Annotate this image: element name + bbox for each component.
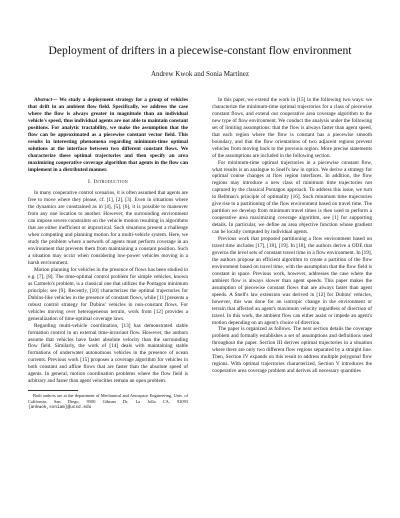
body-paragraph: For minimum-time optimal trajectories in a piecewise constant flow, what results is an analogue to Snell's law in optics. We derive a strategy for optimal course changes at flow region interfaces. In addition, the flow regions may introduce a new class of minimum time trajectories not captured by the classical Pontagon approach. To address this issue, we turn to Bellman's principle of optimality [16]. Such minimum time trajectories give rise to a partitioning of the flow environment based on travel time. The partition we develop from minimum travel times is then used to perform a cooperative area maximizing coverage algorithm, see [1] for supporting details. In particular, we define an area objective function whose gradient can be locally computed by individual agents. bbox=[212, 159, 372, 236]
paper-authors: Andrew Kwok and Sonia Martínez bbox=[151, 70, 249, 78]
footnote-divider bbox=[28, 390, 78, 391]
left-column bbox=[28, 97, 188, 411]
right-column bbox=[212, 97, 372, 375]
intro-paragraph: Regarding multi-vehicle coordination, [13] has demonstrated stable formation control in an external time-invariant flow. However, the authors assume that vehicles have faster absolute velocity than the surrounding flow field. Similarly, the work of [14] deals with maintaining stable formations of underwater autonomous vehicles in the presence of ocean currents. Previous work [15] proposes a coverage algorithm for vehicles in both constant and affine flows that are faster than the absolute speed of agents. In general, motion coordination problems where the flow field is arbitrary and faster than agent velocities remain an open problem. bbox=[28, 322, 188, 385]
body-paragraph: Previous work that proposed partitioning a flow environment based on travel time includes [17], [18], [19]. In [18], the authors derive a ODE that governs the level sets of constant travel time in a flow environment. In [19], the authors propose an efficient algorithm to create a partition of the flow environment based on travel time, with the assumption that the flow field is constant in space. Previous work, however, addresses the case where the ambient flow is always slower than agent speeds. This paper makes the assumption of piecewise constant flows that are always faster than agent speeds. A Snell's law extension was derived in [12] for Dubins' vehicles, however, this was done for an isotropic change in the environment or terrain that affected an agent's maximum velocity regardless of direction of travel. In this work, the ambient flow can either assist or impede an agent's motion depending on an agent's choice of direction. bbox=[212, 236, 372, 326]
body-paragraph: The paper is organized as follows. The next section details the coverage problem and formally establishes a set of assumptions and definitions used throughout the paper. Section III derives optimal trajectories in a situation where there are only two different flow regions separated by a straight line. Then, Section IV expands on this result to address multiple polygonal flow regions. With optimal trajectories characterized, Section V introduces the cooperative area coverage problem and derives all necessary quantities bbox=[212, 326, 372, 375]
footnote-affiliation: Both authors are at the department of Mechanical and Aerospace Engineering, Univ. of California, San Diego, 9500 Gilman Dr, La Jolla CA, 92093 bbox=[28, 393, 188, 404]
paper-title: Deployment of drifters in a piecewise-constant flow environment bbox=[48, 44, 352, 57]
section-heading-introduction: I. Introduction bbox=[88, 179, 128, 186]
abstract-text: — We study a deployment strategy for a group of vehicles that drift in an ambient flow field. Specifically, we address the case where the flow is always greater in magnitude than an individual vehicle's speed, thus individual agents are not able to maintain constant positions. For analytic tractability, we make the assumption that the flow can be approximated as a piecewise constant vector field. This results in interesting phenomena regarding minimum-time optimal solutions at the interface between two different constant flows. We characterize these optimal trajectories and then specify an area maximizing cooperative coverage algorithm that agents in the flow can implement in a distributed manner. bbox=[28, 97, 188, 173]
footnote-email: {ankwok,soniam}@ucsd.edu bbox=[28, 405, 92, 411]
body-paragraph: In this paper, we extend the work in [15] in the following two ways: we characterize the minimum-time optimal trajectories for a class of piecewise constant flows, and extend our cooperative area coverage algorithm to the new type of flow environment. We conduct the analysis under the following set of limiting assumptions: that the flow is always faster than agent speed, that each region where the flow is constant has a piecewise smooth boundary, and that the flow orientations of two adjacent regions prevent vehicles from moving back to the previous region. More precise statements of the assumptions are included in the following section. bbox=[212, 97, 372, 159]
intro-paragraph: Motion planning for vehicles in the presence of flows has been studied in e.g. [7], [8]. The time-optimal control problem for simple vehicles, known as Carmelo's problem, is a classical one that utilizes the Pontagon minimum principle; see [9]. Recently, [10] characterizes the optimal trajectories for Dubins-like vehicles in the presence of constant flows, while [11] presents a robust control strategy for Dubins' vehicles in non-constant flows. For vehicles moving over heterogeneous terrain, work from [12] provides a generalization of time-optimal coverage laws. bbox=[28, 266, 188, 322]
abstract bbox=[28, 97, 188, 173]
author-footnote bbox=[28, 393, 188, 411]
intro-paragraph: In many cooperative control scenarios, it is often assumed that agents are free to move where they please, cf. [1], [2], [3]. Even in situations where the dynamics are constrained as in [4], [5], [6], it is possible to maneuver from any one location to another. However, the surrounding environment can impose severe constraints on the vehicle motion resulting in algorithms that are either inefficient or impractical. Such situations present a challenge when computing and planning motion for a multi-vehicle system. Here, we study the problem where a network of agents must perform coverage in an environment that prevents them from maintaining a constant position. Such a situation may occur when considering low-power vehicles moving in a harsh environment. bbox=[28, 190, 188, 267]
abstract-lead: Abstract bbox=[34, 97, 53, 103]
